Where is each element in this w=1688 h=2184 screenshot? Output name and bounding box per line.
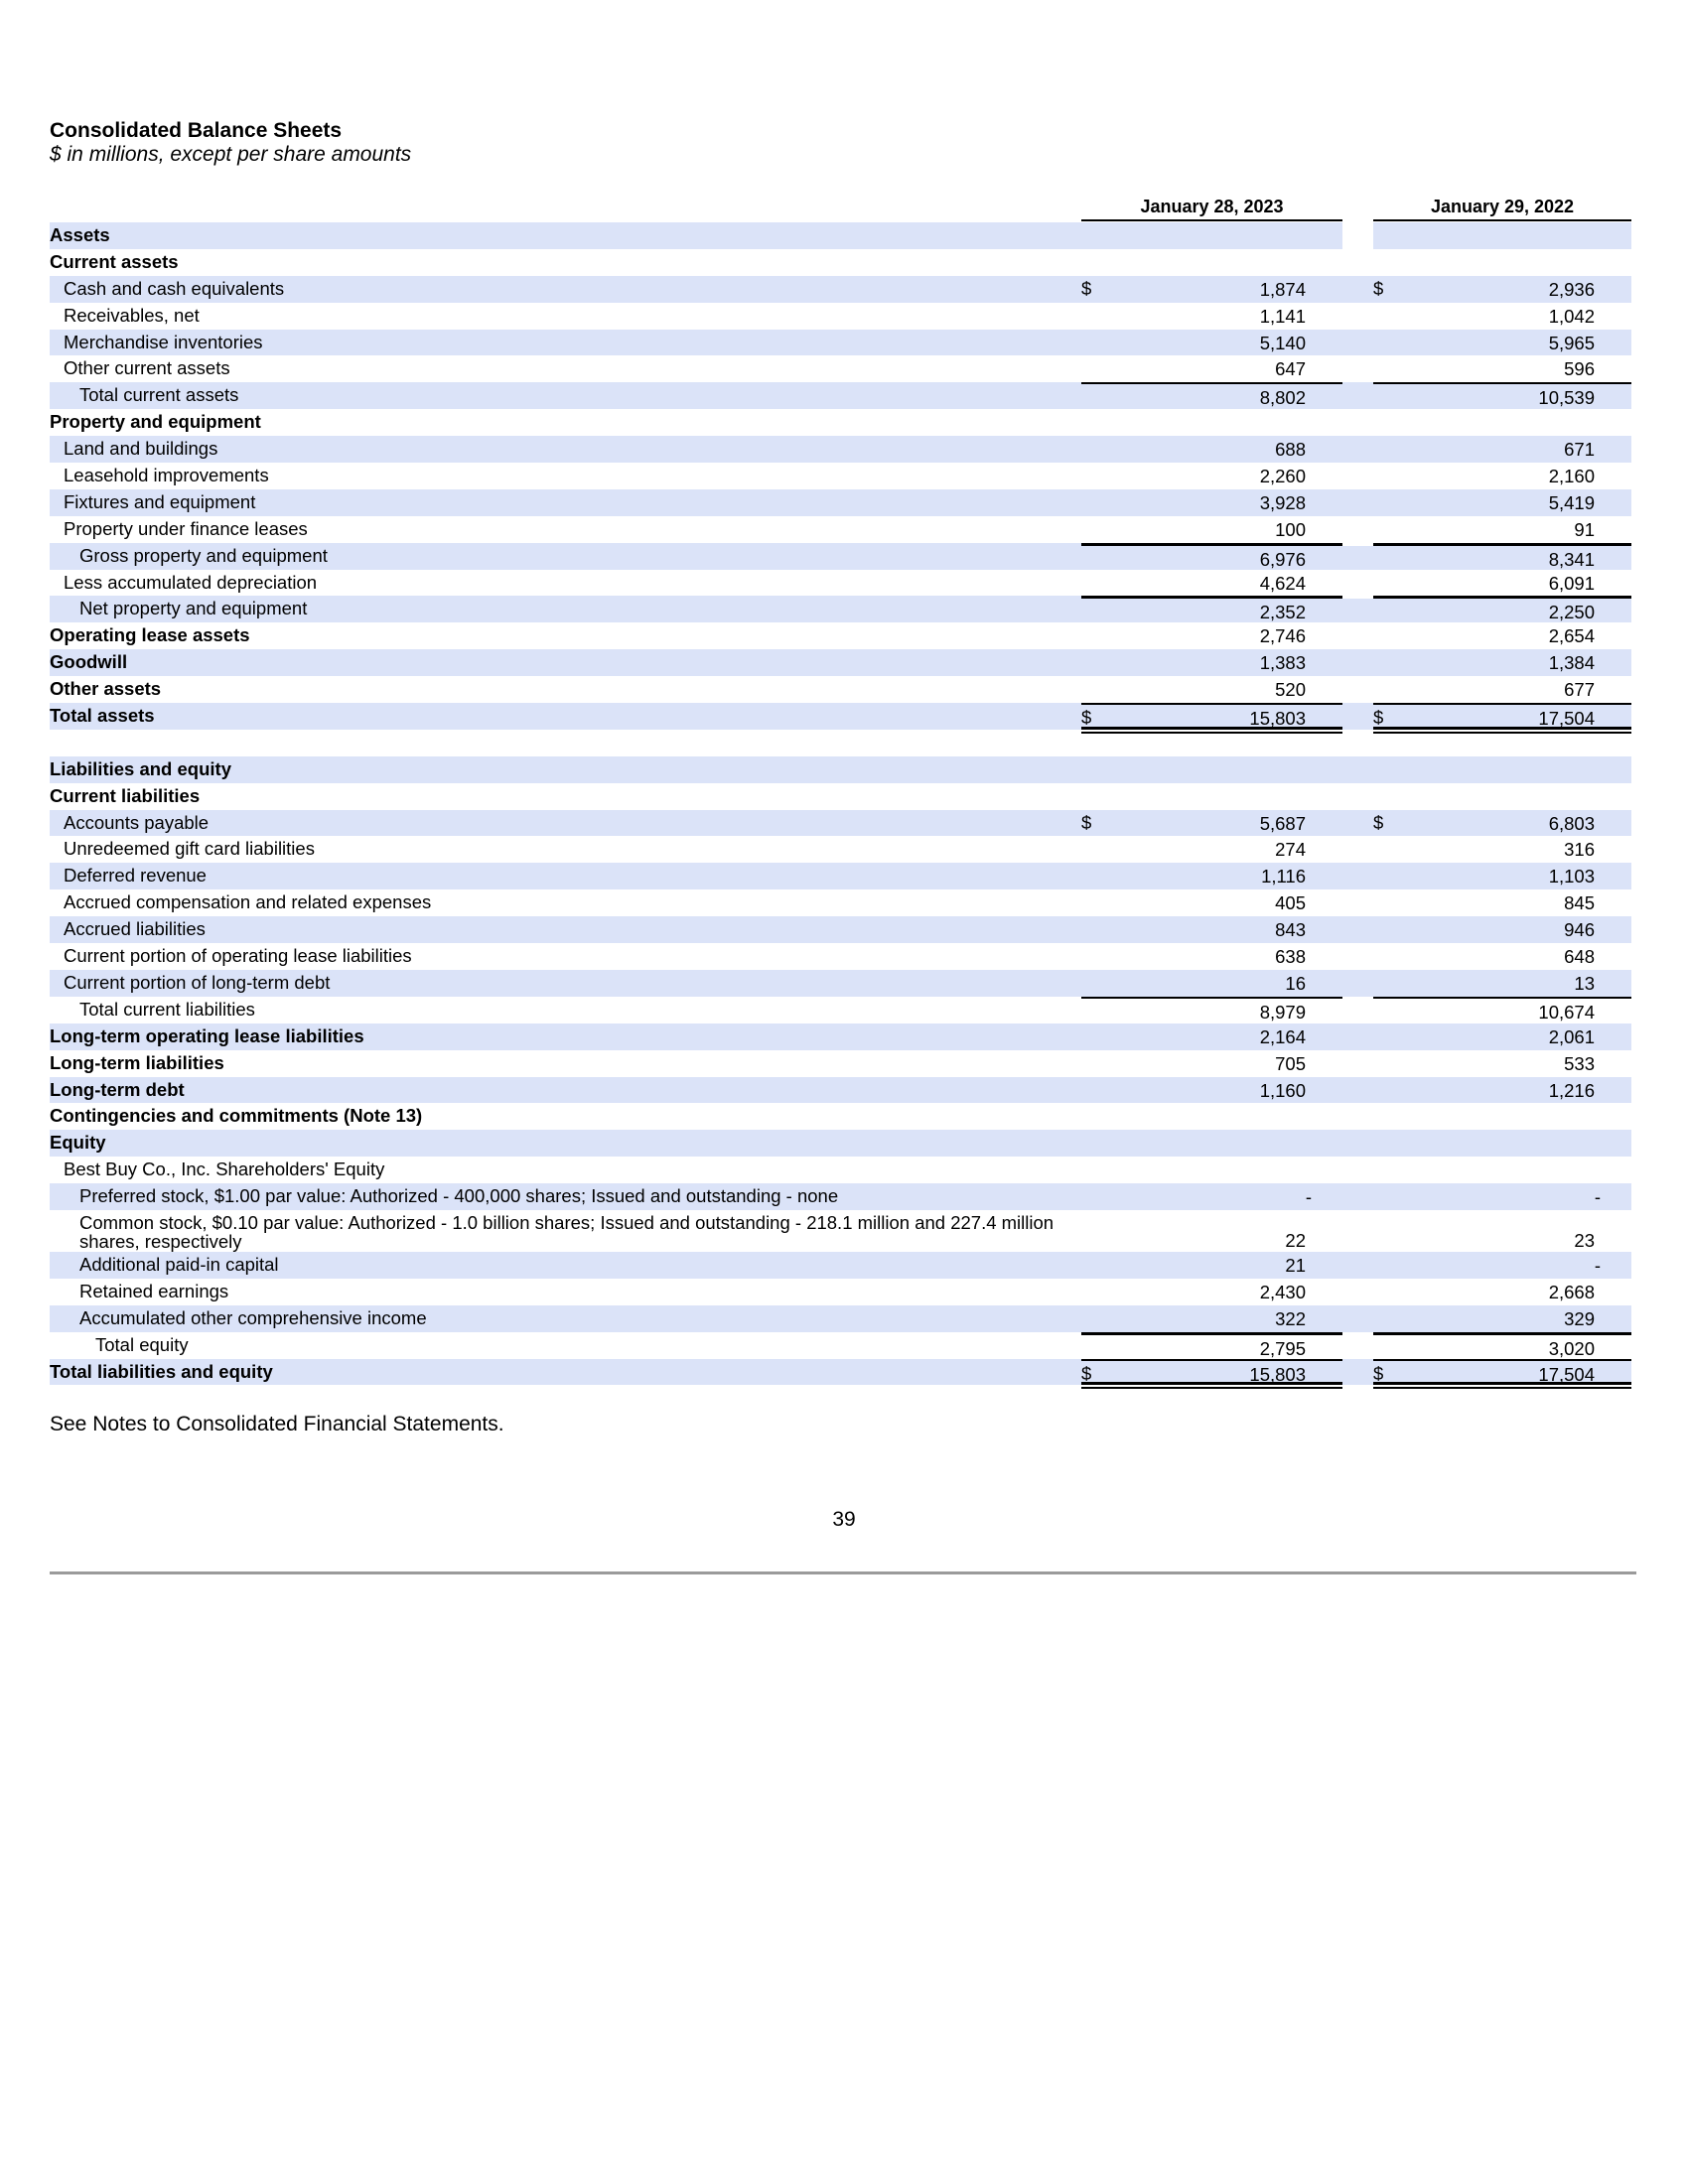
row-label: Retained earnings <box>79 1280 229 1301</box>
value-2023: 322 <box>1275 1307 1306 1329</box>
dollar-sign: $ <box>1373 707 1384 729</box>
value-2022: 6,091 <box>1548 572 1595 594</box>
value-2023: 1,874 <box>1259 278 1306 300</box>
balance-sheet-table <box>50 222 1631 1385</box>
row-label: Additional paid-in capital <box>79 1253 279 1275</box>
row-label: Unredeemed gift card liabilities <box>64 838 315 860</box>
table-row <box>50 570 1631 597</box>
value-2023: 1,141 <box>1259 305 1306 327</box>
row-label: Current liabilities <box>50 784 201 806</box>
table-row <box>50 276 1631 303</box>
value-2023: 1,160 <box>1259 1079 1306 1101</box>
table-row <box>50 943 1631 970</box>
value-2023: 2,260 <box>1259 466 1306 487</box>
row-label: Merchandise inventories <box>64 331 263 352</box>
value-2023: 15,803 <box>1249 1363 1306 1385</box>
table-row <box>50 249 1631 276</box>
table-row <box>50 436 1631 463</box>
page-subtitle: $ in millions, except per share amounts <box>50 143 412 166</box>
row-label: Deferred revenue <box>64 865 207 887</box>
row-label: Net property and equipment <box>79 598 308 619</box>
value-2022: 677 <box>1564 679 1595 701</box>
row-label: Total liabilities and equity <box>50 1360 273 1382</box>
value-2022: 91 <box>1574 518 1595 540</box>
table-row <box>50 997 1631 1024</box>
dollar-sign: $ <box>1081 811 1092 833</box>
value-2022: 10,539 <box>1538 387 1595 409</box>
table-row <box>50 1252 1631 1279</box>
row-label: Current portion of operating lease liabilities <box>64 945 412 967</box>
value-2022: 1,042 <box>1548 305 1595 327</box>
value-2022: 1,103 <box>1548 866 1595 887</box>
value-2023: 15,803 <box>1249 708 1306 730</box>
table-row <box>50 810 1631 837</box>
table-row <box>50 756 1631 783</box>
table-row <box>50 1103 1631 1130</box>
value-2023: 1,383 <box>1259 652 1306 674</box>
row-label: Long-term operating lease liabilities <box>50 1024 364 1046</box>
row-label: Total current assets <box>79 384 239 406</box>
dollar-sign: $ <box>1081 707 1092 729</box>
table-row <box>50 355 1631 382</box>
value-2022: 6,803 <box>1548 812 1595 834</box>
value-2022: 2,654 <box>1548 625 1595 647</box>
row-label: Less accumulated depreciation <box>64 571 318 593</box>
spacer-row <box>50 730 1631 756</box>
value-2023: 1,116 <box>1261 866 1306 887</box>
row-label: Leasehold improvements <box>64 465 269 486</box>
footnote: See Notes to Consolidated Financial Statements. <box>50 1413 504 1435</box>
row-label: Total assets <box>50 705 155 727</box>
value-2022: 17,504 <box>1538 708 1595 730</box>
value-2022: 13 <box>1574 972 1595 994</box>
value-2023: 8,802 <box>1259 387 1306 409</box>
table-row <box>50 1279 1631 1305</box>
row-label: Common stock, $0.10 par value: Authorized - 1.0 billion shares; Issued and outstanding - 218.1 million and 227.4 million shares, respectively <box>79 1211 1055 1252</box>
table-row <box>50 1332 1631 1359</box>
table-row <box>50 783 1631 810</box>
value-2023: 638 <box>1275 946 1306 968</box>
value-2023: 5,140 <box>1259 332 1306 353</box>
value-2022: - <box>1594 1186 1601 1208</box>
row-label: Total current liabilities <box>79 998 255 1020</box>
column-header-2023: January 28, 2023 <box>1081 195 1342 221</box>
value-2023: 705 <box>1275 1052 1306 1074</box>
dollar-sign: $ <box>1373 811 1384 833</box>
table-row <box>50 303 1631 330</box>
dollar-sign: $ <box>1373 1362 1384 1384</box>
value-2023: 16 <box>1285 972 1306 994</box>
value-2022: 2,668 <box>1548 1281 1595 1302</box>
page-number: 39 <box>832 1508 856 1531</box>
row-label: Property under finance leases <box>64 517 308 539</box>
dollar-sign: $ <box>1373 277 1384 299</box>
table-row <box>50 1157 1631 1183</box>
table-row <box>50 836 1631 863</box>
value-2023: 4,624 <box>1259 572 1306 594</box>
table-row <box>50 1130 1631 1157</box>
value-2023: 2,746 <box>1259 625 1306 647</box>
table-row <box>50 330 1631 356</box>
value-2023: 5,687 <box>1259 812 1306 834</box>
value-2022: 1,216 <box>1548 1079 1595 1101</box>
value-2022: 5,965 <box>1548 332 1595 353</box>
row-label: Fixtures and equipment <box>64 490 256 512</box>
value-2023: 21 <box>1285 1254 1306 1276</box>
table-row <box>50 889 1631 916</box>
value-2023: 520 <box>1275 679 1306 701</box>
value-2022: 596 <box>1564 358 1595 380</box>
row-label: Operating lease assets <box>50 624 250 646</box>
value-2022: 648 <box>1564 946 1595 968</box>
row-label: Current portion of long-term debt <box>64 971 331 993</box>
value-2022: 329 <box>1564 1307 1595 1329</box>
value-2023: 100 <box>1275 518 1306 540</box>
row-label: Goodwill <box>50 651 128 673</box>
row-label: Accumulated other comprehensive income <box>79 1306 427 1328</box>
value-2022: 316 <box>1564 839 1595 861</box>
value-2023: 2,352 <box>1259 602 1306 623</box>
value-2023: 6,976 <box>1259 548 1306 570</box>
page-title: Consolidated Balance Sheets <box>50 119 343 142</box>
table-row-total-liabilities-equity <box>50 1359 1631 1386</box>
value-2022: 2,250 <box>1548 602 1595 623</box>
row-label: Accrued compensation and related expenses <box>64 891 432 913</box>
table-row-total-assets <box>50 703 1631 730</box>
row-label: Long-term liabilities <box>50 1051 224 1073</box>
value-2022: 845 <box>1564 892 1595 914</box>
value-2022: - <box>1594 1254 1601 1276</box>
table-row <box>50 382 1631 409</box>
table-row <box>50 516 1631 543</box>
row-label: Accrued liabilities <box>64 918 206 940</box>
value-2023: 22 <box>1285 1230 1306 1252</box>
row-label: Cash and cash equivalents <box>64 277 285 299</box>
value-2022: 533 <box>1564 1052 1595 1074</box>
row-label: Assets <box>50 224 110 245</box>
value-2022: 671 <box>1564 439 1595 461</box>
value-2023: 2,795 <box>1259 1337 1306 1359</box>
row-label: Contingencies and commitments (Note 13) <box>50 1105 423 1127</box>
value-2023: 2,430 <box>1259 1281 1306 1302</box>
value-2023: 274 <box>1275 839 1306 861</box>
table-row <box>50 970 1631 997</box>
table-row <box>50 1050 1631 1077</box>
row-label: Long-term debt <box>50 1078 185 1100</box>
value-2023: - <box>1305 1186 1312 1208</box>
table-row <box>50 1305 1631 1332</box>
value-2023: 647 <box>1275 358 1306 380</box>
row-label: Best Buy Co., Inc. Shareholders' Equity <box>64 1159 385 1180</box>
value-2022: 2,061 <box>1548 1025 1595 1047</box>
row-label: Other current assets <box>64 357 230 379</box>
row-label: Other assets <box>50 678 162 700</box>
row-label: Property and equipment <box>50 411 261 433</box>
row-label: Current assets <box>50 250 179 272</box>
row-label: Total equity <box>95 1333 189 1355</box>
row-label: Land and buildings <box>64 438 218 460</box>
table-row <box>50 676 1631 703</box>
value-2022: 17,504 <box>1538 1363 1595 1385</box>
row-label: Preferred stock, $1.00 par value: Authorized - 400,000 shares; Issued and outstanding - none <box>79 1185 839 1207</box>
dollar-sign: $ <box>1081 1362 1092 1384</box>
dollar-sign: $ <box>1081 277 1092 299</box>
table-row <box>50 1210 1631 1252</box>
value-2022: 8,341 <box>1548 548 1595 570</box>
table-row <box>50 463 1631 489</box>
value-2022: 2,936 <box>1548 278 1595 300</box>
table-row <box>50 649 1631 676</box>
row-label: Receivables, net <box>64 304 200 326</box>
table-row <box>50 489 1631 516</box>
table-row <box>50 596 1631 622</box>
row-label: Equity <box>50 1132 106 1154</box>
table-row <box>50 863 1631 889</box>
table-row <box>50 916 1631 943</box>
table-row <box>50 409 1631 436</box>
row-label: Liabilities and equity <box>50 757 231 779</box>
table-row <box>50 1183 1631 1210</box>
value-2023: 688 <box>1275 439 1306 461</box>
value-2022: 23 <box>1574 1230 1595 1252</box>
value-2022: 3,020 <box>1548 1337 1595 1359</box>
table-row <box>50 222 1631 249</box>
value-2023: 3,928 <box>1259 491 1306 513</box>
row-label: Accounts payable <box>64 811 210 833</box>
table-row <box>50 1077 1631 1104</box>
page-divider <box>50 1571 1636 1574</box>
table-row <box>50 622 1631 649</box>
value-2022: 2,160 <box>1548 466 1595 487</box>
table-row <box>50 543 1631 570</box>
row-label: Gross property and equipment <box>79 544 328 566</box>
value-2023: 2,164 <box>1259 1025 1306 1047</box>
value-2023: 8,979 <box>1259 1001 1306 1023</box>
table-row <box>50 1024 1631 1050</box>
value-2022: 10,674 <box>1538 1001 1595 1023</box>
value-2022: 5,419 <box>1548 491 1595 513</box>
value-2023: 405 <box>1275 892 1306 914</box>
value-2023: 843 <box>1275 919 1306 941</box>
value-2022: 946 <box>1564 919 1595 941</box>
value-2022: 1,384 <box>1548 652 1595 674</box>
column-header-2022: January 29, 2022 <box>1373 195 1631 221</box>
